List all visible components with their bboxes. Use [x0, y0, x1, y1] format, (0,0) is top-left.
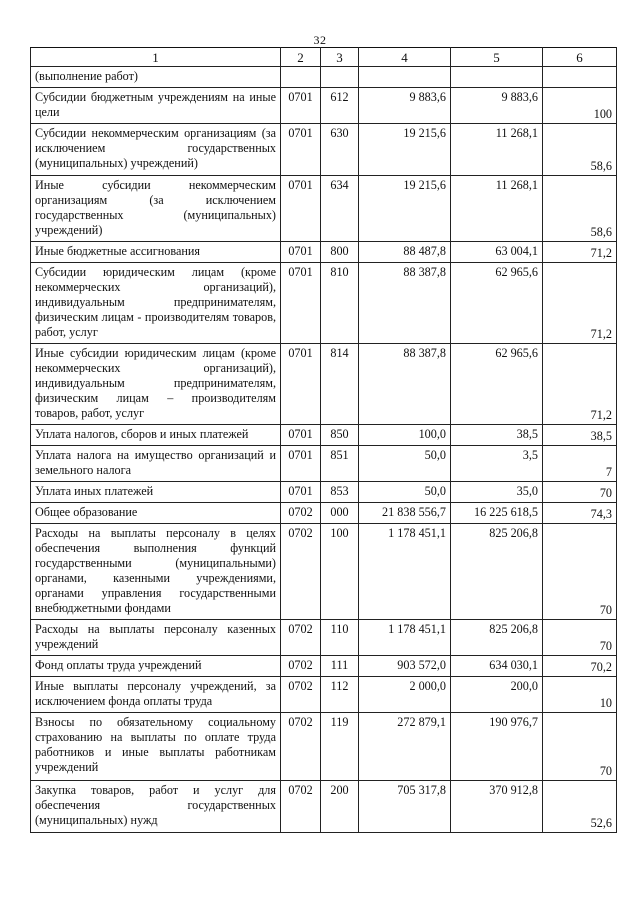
row-expense-code-cell: 850 [321, 425, 359, 446]
row-expense-code-cell: 100 [321, 524, 359, 620]
row-plan-cell: 272 879,1 [359, 713, 451, 781]
row-section-cell: 0701 [281, 176, 321, 242]
table-row [31, 524, 617, 620]
row-section-cell: 0701 [281, 88, 321, 124]
table-row [31, 677, 617, 713]
row-actual-cell: 370 912,8 [451, 781, 543, 833]
table-row [31, 88, 617, 124]
table-row [31, 263, 617, 344]
table-header-row [31, 48, 617, 67]
row-section-cell: 0702 [281, 781, 321, 833]
row-percent-cell: 10 [543, 677, 617, 713]
row-actual-cell [451, 67, 543, 88]
row-percent-cell: 70 [543, 620, 617, 656]
row-actual-cell: 9 883,6 [451, 88, 543, 124]
row-percent-cell: 70 [543, 482, 617, 503]
row-section-cell: 0702 [281, 677, 321, 713]
row-section-cell: 0701 [281, 344, 321, 425]
row-actual-cell: 38,5 [451, 425, 543, 446]
row-expense-code-cell: 000 [321, 503, 359, 524]
row-name-cell: Закупка товаров, работ и услуг для обеспечения государственных (муниципальных) нужд [31, 781, 281, 833]
column-header-name: 1 [31, 48, 281, 67]
row-plan-cell: 88 387,8 [359, 263, 451, 344]
row-name-cell: Субсидии юридическим лицам (кроме некоммерческих организаций), индивидуальным предпринимателям, физическим лицам - производителям товаров, работ, услуг [31, 263, 281, 344]
row-name-cell: Уплата иных платежей [31, 482, 281, 503]
row-plan-cell: 9 883,6 [359, 88, 451, 124]
row-expense-code-cell: 200 [321, 781, 359, 833]
column-header-percent: 6 [543, 48, 617, 67]
row-section-cell: 0701 [281, 446, 321, 482]
row-percent-cell: 38,5 [543, 425, 617, 446]
row-expense-code-cell: 800 [321, 242, 359, 263]
row-actual-cell: 825 206,8 [451, 620, 543, 656]
row-section-cell: 0702 [281, 620, 321, 656]
row-section-cell: 0701 [281, 124, 321, 176]
table-row [31, 176, 617, 242]
row-name-cell: Фонд оплаты труда учреждений [31, 656, 281, 677]
row-name-cell: Субсидии бюджетным учреждениям на иные цели [31, 88, 281, 124]
row-percent-cell: 70 [543, 524, 617, 620]
row-percent-cell: 70,2 [543, 656, 617, 677]
row-section-cell: 0701 [281, 482, 321, 503]
row-percent-cell: 100 [543, 88, 617, 124]
row-name-cell: Иные субсидии юридическим лицам (кроме некоммерческих организаций), индивидуальным предпринимателям, физическим лицам – производителям товаров, работ, услуг [31, 344, 281, 425]
table-body [31, 67, 617, 833]
row-actual-cell: 200,0 [451, 677, 543, 713]
row-section-cell: 0702 [281, 524, 321, 620]
row-plan-cell: 50,0 [359, 446, 451, 482]
row-expense-code-cell: 110 [321, 620, 359, 656]
row-name-cell: Расходы на выплаты персоналу казенных учреждений [31, 620, 281, 656]
row-section-cell: 0702 [281, 713, 321, 781]
row-section-cell: 0701 [281, 242, 321, 263]
column-header-plan: 4 [359, 48, 451, 67]
row-expense-code-cell: 810 [321, 263, 359, 344]
row-plan-cell: 21 838 556,7 [359, 503, 451, 524]
row-percent-cell: 71,2 [543, 263, 617, 344]
row-percent-cell: 74,3 [543, 503, 617, 524]
table-row [31, 124, 617, 176]
row-percent-cell: 71,2 [543, 242, 617, 263]
row-section-cell: 0701 [281, 425, 321, 446]
row-actual-cell: 634 030,1 [451, 656, 543, 677]
row-plan-cell: 19 215,6 [359, 176, 451, 242]
row-expense-code-cell: 851 [321, 446, 359, 482]
row-actual-cell: 62 965,6 [451, 344, 543, 425]
table-row [31, 344, 617, 425]
row-plan-cell: 705 317,8 [359, 781, 451, 833]
row-name-cell: (выполнение работ) [31, 67, 281, 88]
table-row [31, 446, 617, 482]
row-plan-cell: 1 178 451,1 [359, 524, 451, 620]
row-expense-code-cell: 112 [321, 677, 359, 713]
row-name-cell: Уплата налогов, сборов и иных платежей [31, 425, 281, 446]
row-section-cell: 0702 [281, 503, 321, 524]
row-expense-code-cell: 111 [321, 656, 359, 677]
table-row [31, 482, 617, 503]
row-actual-cell: 35,0 [451, 482, 543, 503]
row-percent-cell: 71,2 [543, 344, 617, 425]
row-plan-cell: 88 487,8 [359, 242, 451, 263]
row-actual-cell: 62 965,6 [451, 263, 543, 344]
row-name-cell: Уплата налога на имущество организаций и земельного налога [31, 446, 281, 482]
budget-execution-table [30, 47, 617, 833]
row-name-cell: Иные бюджетные ассигнования [31, 242, 281, 263]
row-percent-cell: 58,6 [543, 124, 617, 176]
table-row [31, 620, 617, 656]
row-plan-cell: 100,0 [359, 425, 451, 446]
row-actual-cell: 3,5 [451, 446, 543, 482]
column-header-actual: 5 [451, 48, 543, 67]
row-name-cell: Иные субсидии некоммерческим организациям (за исключением государственных (муниципальных) учреждений) [31, 176, 281, 242]
row-expense-code-cell: 612 [321, 88, 359, 124]
row-actual-cell: 63 004,1 [451, 242, 543, 263]
row-name-cell: Субсидии некоммерческим организациям (за исключением государственных (муниципальных) учреждений) [31, 124, 281, 176]
row-expense-code-cell: 630 [321, 124, 359, 176]
row-plan-cell: 88 387,8 [359, 344, 451, 425]
table-row [31, 713, 617, 781]
row-name-cell: Иные выплаты персоналу учреждений, за исключением фонда оплаты труда [31, 677, 281, 713]
row-expense-code-cell [321, 67, 359, 88]
row-section-cell [281, 67, 321, 88]
column-header-code: 3 [321, 48, 359, 67]
row-plan-cell: 1 178 451,1 [359, 620, 451, 656]
row-section-cell: 0701 [281, 263, 321, 344]
row-plan-cell: 19 215,6 [359, 124, 451, 176]
row-name-cell: Общее образование [31, 503, 281, 524]
table-row [31, 242, 617, 263]
row-name-cell: Взносы по обязательному социальному страхованию на выплаты по оплате труда работников и иные выплаты работникам учреждений [31, 713, 281, 781]
row-percent-cell: 52,6 [543, 781, 617, 833]
column-header-section: 2 [281, 48, 321, 67]
page-number: 32 [313, 33, 327, 47]
row-expense-code-cell: 634 [321, 176, 359, 242]
row-plan-cell [359, 67, 451, 88]
row-actual-cell: 11 268,1 [451, 124, 543, 176]
row-plan-cell: 50,0 [359, 482, 451, 503]
row-percent-cell: 58,6 [543, 176, 617, 242]
row-section-cell: 0702 [281, 656, 321, 677]
row-expense-code-cell: 814 [321, 344, 359, 425]
row-actual-cell: 11 268,1 [451, 176, 543, 242]
row-actual-cell: 825 206,8 [451, 524, 543, 620]
row-actual-cell: 190 976,7 [451, 713, 543, 781]
row-percent-cell: 7 [543, 446, 617, 482]
row-expense-code-cell: 853 [321, 482, 359, 503]
row-expense-code-cell: 119 [321, 713, 359, 781]
row-name-cell: Расходы на выплаты персоналу в целях обеспечения выполнения функций государственными (муниципальными) органами, казенными учреждениями, органами управления государственными внебюджетными фондами [31, 524, 281, 620]
table-row [31, 503, 617, 524]
row-plan-cell: 2 000,0 [359, 677, 451, 713]
row-plan-cell: 903 572,0 [359, 656, 451, 677]
table-row [31, 781, 617, 833]
table-row [31, 425, 617, 446]
row-percent-cell [543, 67, 617, 88]
table-row [31, 656, 617, 677]
row-actual-cell: 16 225 618,5 [451, 503, 543, 524]
row-percent-cell: 70 [543, 713, 617, 781]
table-row [31, 67, 617, 88]
